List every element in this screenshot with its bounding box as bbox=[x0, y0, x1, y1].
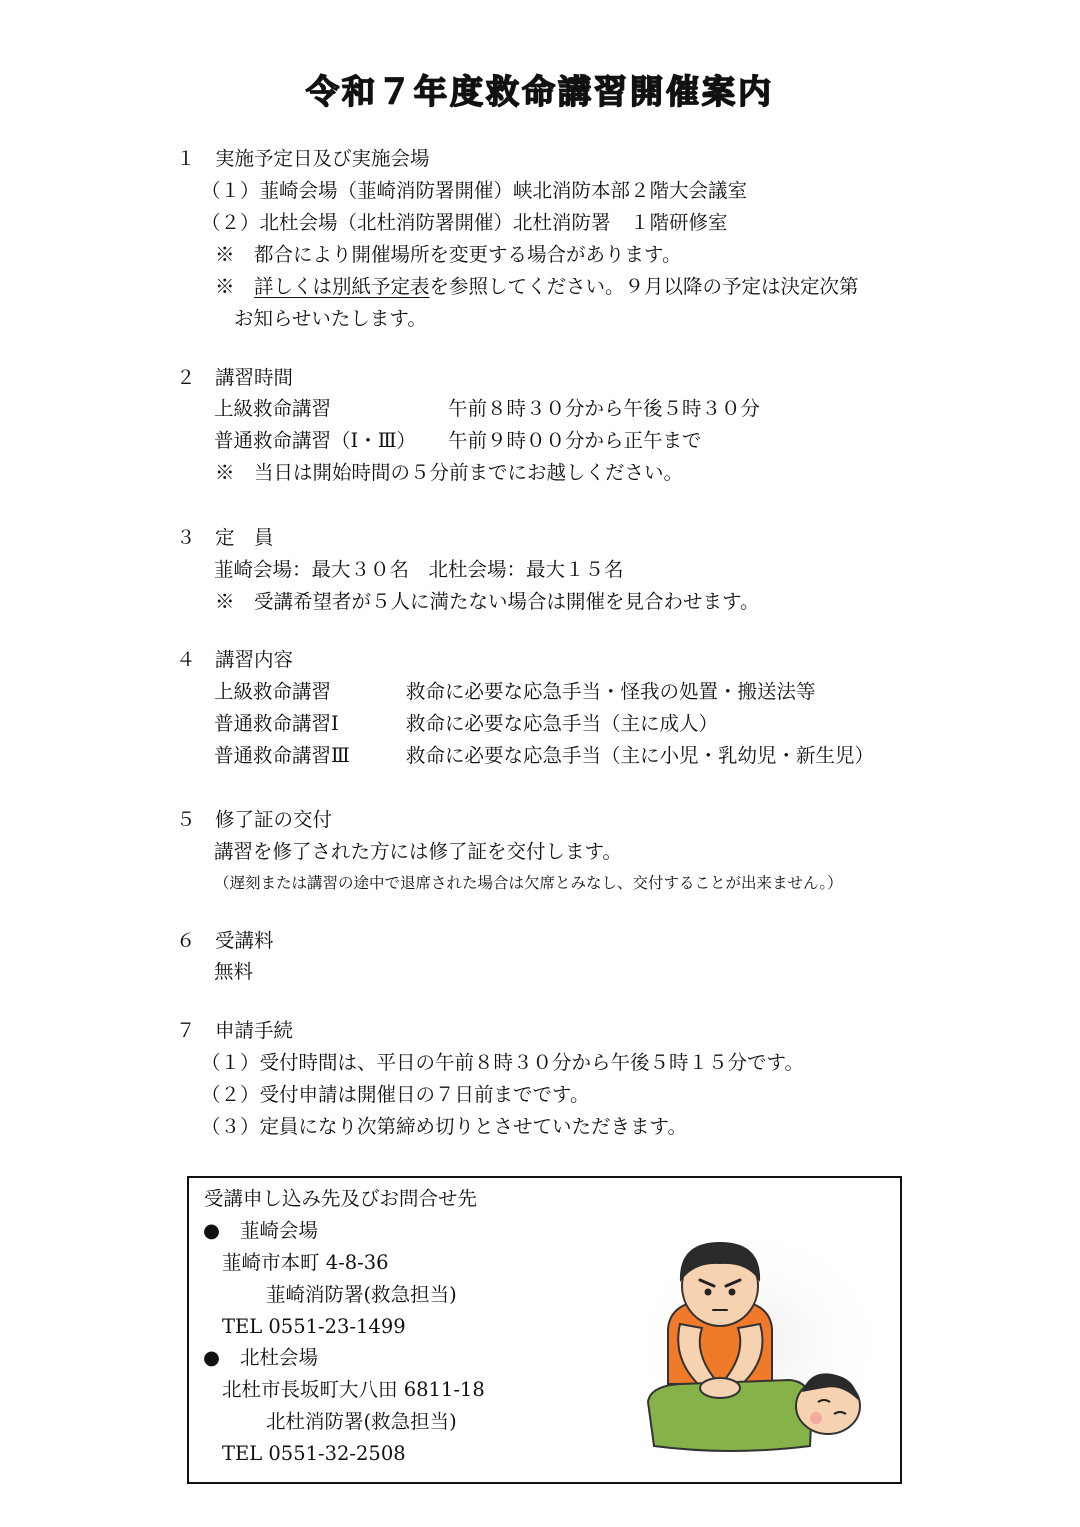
schedule-note-continued: お知らせいたします。 bbox=[234, 307, 427, 330]
course-advanced-name: 上級救命講習 bbox=[214, 397, 332, 420]
section-7-heading: ７ 申請手続 bbox=[176, 1019, 294, 1042]
fee-text: 無料 bbox=[214, 960, 254, 983]
venue-hokuto: （２）北杜会場（北杜消防署開催）北杜消防署 １階研修室 bbox=[201, 211, 728, 234]
course-advanced-time: 午前８時３０分から午後５時３０分 bbox=[448, 397, 761, 420]
capacity-text: 韮崎会場：最大３０名 北杜会場：最大１５名 bbox=[214, 558, 624, 581]
content-row-name: 上級救命講習 bbox=[214, 680, 332, 703]
contact-nirasaki-name: 韮崎会場 bbox=[240, 1219, 319, 1242]
section-2-heading: ２ 講習時間 bbox=[176, 366, 294, 389]
content-row-name: 普通救命講習Ⅲ bbox=[214, 744, 350, 767]
venue-nirasaki: （１）韮崎会場（韮崎消防署開催）峡北消防本部２階大会議室 bbox=[201, 179, 748, 202]
course-basic-name: 普通救命講習（Ⅰ・Ⅲ） bbox=[214, 429, 417, 452]
arrival-note: ※ 当日は開始時間の５分前までにお越しください。 bbox=[215, 461, 684, 484]
procedure-item-2: （２）受付申請は開催日の７日前までです。 bbox=[201, 1083, 590, 1106]
contact-hokuto-office: 北杜消防署(救急担当) bbox=[266, 1410, 457, 1433]
contact-heading: 受講申し込み先及びお問合せ先 bbox=[204, 1187, 478, 1210]
contact-nirasaki-address: 韮崎市本町 4-8-36 bbox=[222, 1251, 389, 1274]
note-mark: ※ bbox=[215, 275, 255, 298]
schedule-link[interactable]: 詳しくは別紙予定表 bbox=[254, 275, 430, 298]
venue-change-note: ※ 都合により開催場所を変更する場合があります。 bbox=[215, 243, 682, 266]
certificate-text: 講習を修了された方には修了証を交付します。 bbox=[214, 840, 622, 863]
capacity-note: ※ 受講希望者が５人に満たない場合は開催を見合わせます。 bbox=[215, 590, 760, 613]
content-row-desc: 救命に必要な応急手当（主に成人） bbox=[406, 712, 719, 735]
course-basic-time: 午前９時００分から正午まで bbox=[448, 429, 702, 452]
content-row-desc: 救命に必要な応急手当（主に小児・乳幼児・新生児） bbox=[406, 744, 875, 767]
bullet-icon: ● bbox=[203, 1346, 221, 1369]
contact-hokuto-tel[interactable]: TEL 0551-32-2508 bbox=[222, 1442, 406, 1465]
section-1-heading: １ 実施予定日及び実施会場 bbox=[176, 147, 430, 170]
content-row-name: 普通救命講習Ⅰ bbox=[214, 712, 339, 735]
cpr-illustration-icon bbox=[620, 1224, 890, 1469]
section-3-heading: ３ 定 員 bbox=[176, 526, 274, 549]
contact-nirasaki-tel[interactable]: TEL 0551-23-1499 bbox=[222, 1315, 406, 1338]
procedure-item-1: （１）受付時間は、平日の午前８時３０分から午後５時１５分です。 bbox=[201, 1051, 804, 1074]
content-row-desc: 救命に必要な応急手当・怪我の処置・搬送法等 bbox=[406, 680, 816, 703]
bullet-icon: ● bbox=[203, 1219, 221, 1242]
contact-hokuto-name: 北杜会場 bbox=[240, 1346, 319, 1369]
contact-nirasaki-office: 韮崎消防署(救急担当) bbox=[266, 1283, 457, 1306]
schedule-note bbox=[215, 274, 859, 300]
section-4-heading: ４ 講習内容 bbox=[176, 648, 294, 671]
contact-hokuto-address: 北杜市長坂町大八田 6811-18 bbox=[222, 1378, 485, 1401]
section-6-heading: ６ 受講料 bbox=[176, 929, 274, 952]
page-title: 令和７年度救命講習開催案内 bbox=[306, 72, 774, 111]
procedure-item-3: （３）定員になり次第締め切りとさせていただきます。 bbox=[201, 1115, 687, 1138]
schedule-note-rest: を参照してください。９月以降の予定は決定次第 bbox=[429, 275, 859, 298]
section-5-heading: ５ 修了証の交付 bbox=[176, 808, 333, 831]
certificate-note: （遅刻または講習の途中で退席された場合は欠席とみなし、交付することが出来ません。） bbox=[214, 874, 843, 892]
